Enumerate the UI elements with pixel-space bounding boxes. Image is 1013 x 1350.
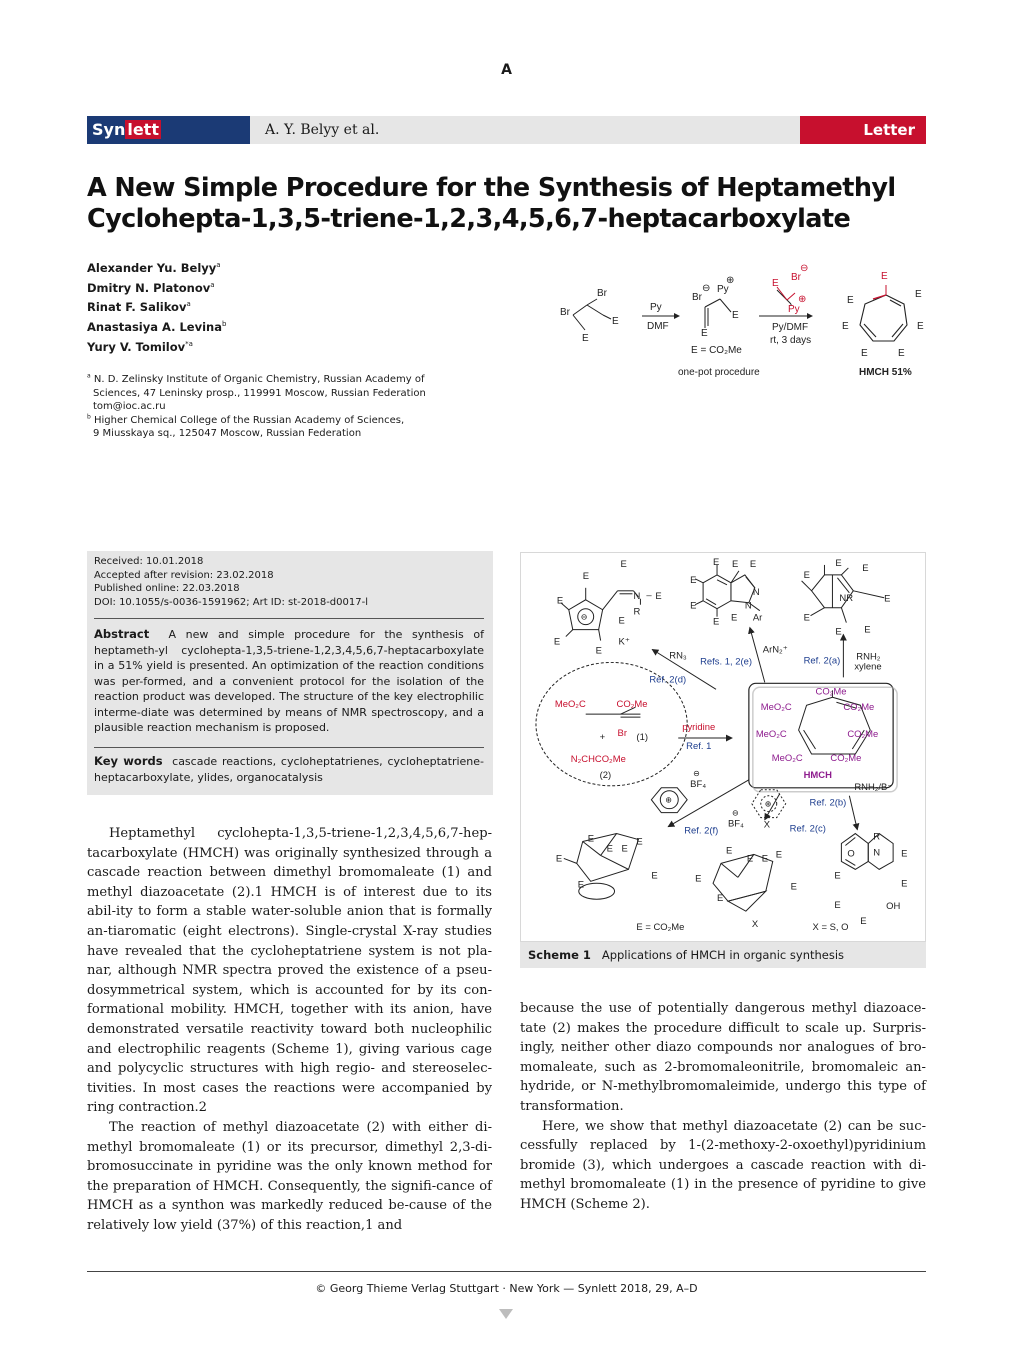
svg-text:(1): (1) (636, 732, 648, 744)
svg-text:HMCH: HMCH (803, 769, 832, 781)
svg-text:E: E (553, 636, 561, 648)
svg-text:E: E (730, 612, 738, 624)
svg-text:E: E (835, 557, 842, 569)
svg-text:E: E (595, 645, 602, 657)
svg-text:E: E (842, 321, 849, 332)
svg-text:Ref. 2(c): Ref. 2(c) (789, 823, 826, 835)
svg-text:R: R (633, 606, 641, 618)
svg-text:one-pot procedure: one-pot procedure (678, 367, 760, 378)
svg-text:Ar: Ar (752, 612, 763, 624)
svg-text:pyridine: pyridine (682, 722, 716, 734)
body-column-left (87, 824, 492, 1235)
svg-text:N: N (873, 847, 881, 859)
doi[interactable]: DOI: 10.1055/s-0036-1591962; Art ID: st-2018-d0017-l (94, 596, 368, 608)
svg-text:E: E (761, 853, 769, 865)
abstract: Abstract A new and simple procedure for the synthesis of heptameth-yl cyclohepta-1,3,5-triene-1,2,3,4,5,6,7-heptacarboxylate in a 51% yield is presented. An optimization of the reaction conditions was per-formed, and a convenient protocol for the isolation of the reaction product was developed. The structure of the key electrophilic interme-diate was determined by means of NMR spectroscopy, and a plausible reaction mechanism is proposed. (94, 627, 484, 734)
svg-text:Ref. 2(a): Ref. 2(a) (803, 655, 841, 667)
svg-text:RN₃: RN₃ (669, 650, 687, 662)
svg-text:N₂CHCO₂Me: N₂CHCO₂Me (570, 753, 626, 765)
svg-text:CO₂Me: CO₂Me (616, 699, 648, 711)
svg-text:Py/DMF: Py/DMF (772, 322, 809, 333)
scheme-1-figure (520, 552, 926, 942)
svg-text:E: E (915, 289, 922, 300)
svg-text:RNH₂: RNH₂ (856, 651, 881, 663)
svg-text:E: E (725, 845, 733, 857)
svg-text:DMF: DMF (647, 321, 669, 332)
svg-text:E: E (864, 624, 871, 636)
svg-text:+: + (599, 732, 606, 744)
svg-text:E: E (917, 321, 924, 332)
received-date: Received: 10.01.2018 (94, 556, 204, 567)
svg-text:E: E (713, 616, 720, 628)
body-paragraph: Heptamethyl cyclohepta-1,3,5-triene-1,2,3,4,5,6,7-hep-tacarboxylate (HMCH) was originally synthesized through a cascade reaction between dimethyl bromomaleate (1) and methyl diazoacetate (2).1 HMCH is of interest due to its abil-ity to form a stable water-soluble anion that is formally an-tiaromatic (eight electrons). Single-crystal X-ray studies have revealed that the cycloheptatriene system is not pla-nar, although NMR spectra proved the existence of a pseu-dosymmetrical system, which is accounted for by its con-formational mobility. HMCH, together with its anion, have demonstrated versatile reactivity toward both nucleophilic and electrophilic reagents (Scheme 1), giving various cage and polycyclic structures with high regio- and stereoselec-tivities. In most cases the reactions were accompanied by ring contraction.2 (87, 826, 492, 1116)
svg-text:N: N (744, 600, 752, 612)
svg-text:MeO₂C: MeO₂C (554, 699, 586, 711)
svg-text:E: E (861, 348, 868, 359)
svg-text:E: E (834, 900, 841, 912)
affiliation-b: $^b$ Higher Chemical College of the Russian Academy of Sciences, (87, 413, 405, 426)
scheme-1-drawing (521, 553, 925, 941)
author-email[interactable]: tom@ioc.ac.ru (93, 401, 166, 412)
svg-text:E: E (884, 593, 891, 605)
svg-text:Py: Py (717, 284, 729, 295)
svg-text:OH: OH (886, 901, 901, 913)
article-info-box (87, 551, 493, 795)
svg-text:MeO₂C: MeO₂C (771, 752, 803, 764)
svg-text:BF₄: BF₄ (690, 778, 707, 790)
svg-text:E: E (834, 870, 841, 882)
author-item: Yury V. Tomilov$^{*a}$ (87, 339, 193, 354)
svg-text:E: E (803, 569, 810, 581)
svg-text:xylene: xylene (854, 661, 882, 673)
accepted-date: Accepted after revision: 23.02.2018 (94, 569, 274, 581)
svg-text:–: – (646, 589, 652, 601)
svg-text:E: E (847, 295, 854, 306)
keywords-text: cascade reactions, cycloheptatrienes, cycloheptatriene-heptacarboxylate, ylides, organocatalysis (94, 755, 484, 784)
svg-text:R: R (873, 831, 881, 843)
svg-text:Ref. 2(d): Ref. 2(d) (649, 674, 687, 686)
author-item: Alexander Yu. Belyy$^a$ (87, 261, 221, 275)
svg-text:⊕: ⊕ (726, 275, 735, 286)
svg-text:Br: Br (791, 272, 801, 283)
author-list (87, 259, 226, 358)
svg-text:⊕: ⊕ (665, 795, 672, 805)
next-page-arrow-icon[interactable] (499, 1309, 513, 1319)
scheme-caption: Scheme 1 Applications of HMCH in organic synthesis (520, 942, 926, 968)
svg-text:E: E (803, 612, 810, 624)
svg-text:E: E (621, 843, 628, 855)
svg-text:E: E (577, 879, 585, 891)
article-type-badge: Letter (800, 116, 926, 144)
svg-text:E: E (749, 558, 757, 570)
svg-text:E: E (901, 848, 908, 860)
journal-logo (87, 116, 250, 144)
svg-text:Py: Py (650, 302, 662, 313)
svg-text:Refs. 1, 2(e): Refs. 1, 2(e) (700, 656, 753, 668)
svg-text:NR: NR (839, 592, 854, 604)
author-item: Rinat F. Salikov$^a$ (87, 300, 191, 315)
keywords: Key words cascade reactions, cycloheptatrienes, cycloheptatriene-heptacarboxylate, ylides, organocatalysis (94, 754, 484, 784)
title-line-2: Cyclohepta-1,3,5-triene-1,2,3,4,5,6,7-heptacarboxylate (87, 204, 851, 234)
svg-text:O: O (847, 848, 855, 860)
svg-text:E: E (790, 881, 797, 893)
divider (94, 747, 484, 748)
svg-text:E: E (901, 878, 908, 890)
svg-text:E: E (731, 558, 739, 570)
svg-text:CO₂Me: CO₂Me (830, 752, 862, 764)
svg-text:BF₄: BF₄ (727, 818, 744, 830)
page-letter: A (501, 62, 512, 78)
svg-text:E: E (772, 278, 779, 289)
affiliations: $^a$ N. D. Zelinsky Institute of Organic Chemistry, Russian Academy of Sciences, 47 Leninsky prosp., 119991 Moscow, Russian Federation tom@ioc.ac.ru $^b$ Higher Chemical College of the Russian Academy of Sciences, 9 Miusskaya sq., 125047 Moscow, Russian Federation (87, 372, 426, 439)
footer-citation: © Georg Thieme Verlag Stuttgart · New York — Synlett 2018, 29, A–D (315, 1282, 698, 1295)
journal-logo-b: lett (127, 120, 159, 139)
svg-text:E: E (701, 328, 708, 339)
body-paragraph: The reaction of methyl diazoacetate (2) with either di-methyl bromomaleate (1) or its precursor, dimethyl 2,3-di-bromosuccinate in pyridine was the only known method for the preparation of HMCH. Consequently, the signifi-cance of HMCH as a synthon was markedly reduced be-cause of the relatively low yield (37%) of this reaction,1 and (87, 1119, 492, 1233)
svg-text:E: E (636, 836, 643, 848)
svg-text:E: E (898, 348, 905, 359)
svg-text:E: E (555, 853, 563, 865)
svg-text:CO₂Me: CO₂Me (847, 729, 879, 741)
svg-text:E: E (690, 574, 697, 586)
svg-text:E: E (651, 870, 658, 882)
svg-text:⊕: ⊕ (798, 294, 807, 305)
article-title (87, 173, 927, 235)
author-item: Dmitry N. Platonov$^a$ (87, 280, 215, 295)
svg-text:X = S, O: X = S, O (812, 922, 849, 934)
svg-text:K⁺: K⁺ (618, 636, 630, 648)
footer-divider (87, 1271, 926, 1272)
svg-text:E: E (695, 873, 702, 885)
body-column-right (520, 999, 926, 1215)
svg-text:E = CO₂Me: E = CO₂Me (636, 922, 685, 934)
svg-text:E: E (860, 916, 867, 928)
header-bar (87, 116, 926, 144)
affiliation-a: $^a$ N. D. Zelinsky Institute of Organic Chemistry, Russian Academy of (87, 372, 425, 385)
title-line-1: A New Simple Procedure for the Synthesis of Heptamethyl (87, 173, 896, 203)
journal-logo-a: Syn (92, 120, 126, 139)
svg-text:E: E (587, 833, 594, 845)
svg-text:E: E (556, 595, 564, 607)
svg-text:⊕: ⊕ (764, 799, 772, 809)
svg-text:E: E (582, 333, 589, 344)
svg-text:⊖: ⊖ (731, 808, 739, 818)
svg-text:E: E (690, 600, 697, 612)
svg-text:X: X (751, 919, 759, 931)
svg-text:Py: Py (788, 304, 800, 315)
svg-text:X: X (763, 819, 771, 831)
abstract-text: A new and simple procedure for the synthesis of heptameth-yl cyclohepta-1,3,5-triene-1,2,3,4,5,6,7-heptacarboxylate in a 51% yield is presented. An optimization of the reaction conditions was per-formed, and a convenient protocol for the isolation of the reaction product was developed. The structure of the key electrophilic interme-diate was determined by means of NMR spectroscopy, and a plausible reaction mechanism is proposed. (94, 628, 484, 734)
svg-text:E: E (717, 893, 724, 905)
svg-text:Br: Br (597, 288, 607, 299)
svg-text:E: E (862, 562, 869, 574)
svg-text:ArN₂⁺: ArN₂⁺ (762, 644, 788, 656)
body-paragraph: because the use of potentially dangerous methyl diazoace-tate (2) makes the procedure difficult to scale up. Surpris-ingly, neither other diazo compounds nor analogues of bro-momaleate, such as 2-bromomaleonitrile, bromomaleic an-hydride, or N-methylbromomaleimide, undergo this type of transformation. (520, 1001, 926, 1114)
divider (94, 618, 484, 619)
svg-text:⊖: ⊖ (702, 283, 711, 294)
svg-text:MeO₂C: MeO₂C (755, 729, 787, 741)
running-authors: A. Y. Belyy et al. (265, 122, 380, 138)
svg-text:E: E (713, 556, 720, 568)
published-date: Published online: 22.03.2018 (94, 583, 240, 595)
svg-text:E: E (620, 558, 627, 570)
svg-text:CO₂Me: CO₂Me (815, 686, 847, 698)
svg-text:N: N (633, 590, 641, 602)
svg-text:⊖: ⊖ (580, 612, 588, 622)
svg-text:E = CO₂Me: E = CO₂Me (691, 345, 742, 356)
svg-text:E: E (582, 570, 590, 582)
svg-text:CO₂Me: CO₂Me (843, 702, 875, 714)
svg-text:E: E (655, 590, 662, 602)
svg-text:Br: Br (617, 728, 627, 740)
graphical-abstract (555, 262, 925, 382)
svg-text:Ref. 2(b): Ref. 2(b) (809, 797, 847, 809)
svg-text:Ref. 2(f): Ref. 2(f) (684, 825, 719, 837)
svg-text:rt, 3 days: rt, 3 days (770, 335, 812, 346)
svg-text:⊖: ⊖ (693, 768, 700, 778)
svg-text:E: E (881, 271, 888, 282)
svg-text:E: E (612, 316, 619, 327)
svg-text:MeO₂C: MeO₂C (760, 702, 792, 714)
svg-text:Br: Br (692, 292, 702, 303)
svg-text:E: E (606, 843, 613, 855)
svg-text:Br: Br (560, 307, 570, 318)
svg-text:E: E (746, 853, 754, 865)
svg-text:E: E (775, 849, 783, 861)
svg-text:RNH₂/B⁻: RNH₂/B⁻ (854, 781, 893, 793)
svg-text:N: N (752, 586, 760, 598)
svg-text:⊖: ⊖ (800, 263, 809, 274)
svg-text:HMCH 51%: HMCH 51% (859, 367, 912, 378)
svg-text:Ref. 1: Ref. 1 (686, 740, 712, 752)
svg-text:E: E (618, 615, 625, 627)
publication-dates (94, 555, 368, 609)
author-item: Anastasiya A. Levina$^b$ (87, 320, 227, 335)
svg-text:E: E (835, 626, 842, 638)
svg-text:E: E (732, 310, 739, 321)
svg-text:(2): (2) (599, 769, 612, 781)
body-paragraph: Here, we show that methyl diazoacetate (2) can be suc-cessfully replaced by 1-(2-methoxy-2-oxoethyl)pyridinium bromide (3), which undergoes a cascade reaction with di-methyl bromomaleate (1) in the presence of pyridine to give HMCH (Scheme 2). (520, 1118, 926, 1212)
